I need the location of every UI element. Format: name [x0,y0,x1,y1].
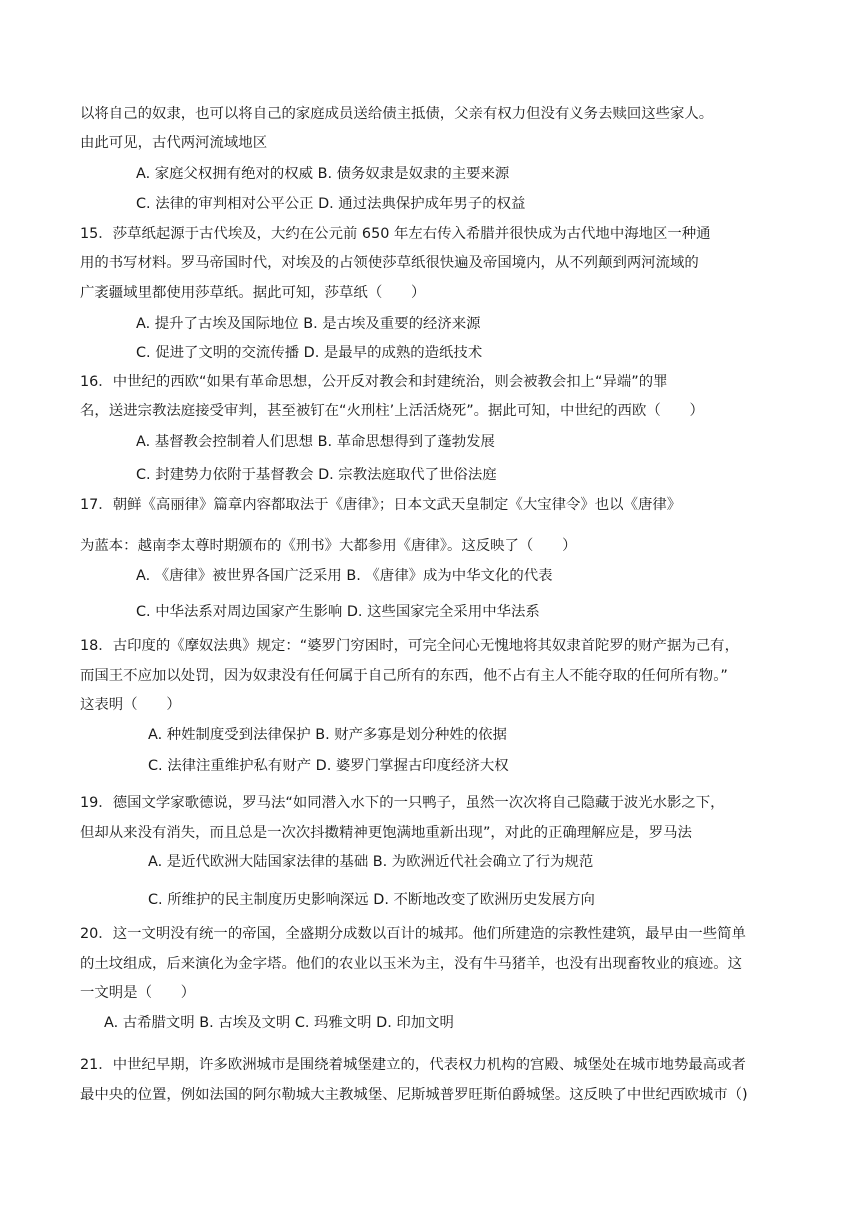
question-16-text: 16．中世纪的西欧“如果有革命思想，公开反对教会和封建统治，则会被教会扣上“异端”的罪 [80,374,668,390]
answer-option: C. 法律注重维护私有财产 D. 婆罗门掌握古印度经济大权 [148,758,509,774]
question-21-text: 21．中世纪早期，许多欧洲城市是围绕着城堡建立的，代表权力机构的宫殿、城堡处在城市地势最高或者 [80,1057,746,1073]
question-17-text: 为蓝本：越南李太尊时期颁布的《刑书》大都参用《唐律》。这反映了（ ） [80,538,577,554]
answer-option: C. 法律的审判相对公平公正 D. 通过法典保护成年男子的权益 [136,196,526,212]
answer-option: C. 封建势力依附于基督教会 D. 宗教法庭取代了世俗法庭 [136,467,497,483]
question-18-text: 而国王不应加以处罚，因为奴隶没有任何属于自己所有的东西，他不占有主人不能夺取的任何所有物。” [80,668,728,684]
question-15-text: 15．莎草纸起源于古代埃及，大约在公元前 650 年左右传入希腊并很快成为古代地中海地区一种通 [80,226,711,242]
answer-option: A. 基督教会控制着人们思想 B. 革命思想得到了蓬勃发展 [136,434,495,450]
answer-option: A. 种姓制度受到法律保护 B. 财产多寡是划分种姓的依据 [148,727,507,743]
answer-option: A. 提升了古埃及国际地位 B. 是古埃及重要的经济来源 [136,316,481,332]
answer-option: C. 所维护的民主制度历史影响深远 D. 不断地改变了欧洲历史发展方向 [148,892,595,908]
question-19-text: 19．德国文学家歌德说，罗马法“如同潜入水下的一只鸭子，虽然一次次将自己隐藏于波光水影之下， [80,795,725,811]
question-15-text: 广袤疆域里都使用莎草纸。据此可知，莎草纸（ ） [80,285,426,301]
intro-text-line: 以将自己的奴隶，也可以将自己的家庭成员送给债主抵债，父亲有权力但没有义务去赎回这些家人。 [80,106,714,122]
question-16-text: 名，送进宗教法庭接受审判，甚至被钉在“火刑柱’上活活烧死”。据此可知，中世纪的西欧（ ） [80,403,704,419]
question-21-text: 最中央的位置，例如法国的阿尔勒城大主教城堡、尼斯城普罗旺斯伯爵城堡。这反映了中世纪西欧城市（) [80,1087,748,1103]
answer-option: A. 古希腊文明 B. 古埃及文明 C. 玛雅文明 D. 印加文明 [104,1015,454,1031]
question-18-text: 18．古印度的《摩奴法典》规定：“婆罗门穷困时，可完全问心无愧地将其奴隶首陀罗的财产据为己有， [80,638,739,654]
intro-text-line: 由此可见，古代两河流域地区 [80,135,268,151]
question-19-text: 但却从来没有消失，而且总是一次次抖擞精神更饱满地重新出现”，对此的正确理解应是，罗马法 [80,825,692,841]
answer-option: A. 是近代欧洲大陆国家法律的基础 B. 为欧洲近代社会确立了行为规范 [148,854,594,870]
question-18-text: 这表明（ ） [80,697,181,713]
answer-option: A. 《唐律》被世界各国广泛采用 B. 《唐律》成为中华文化的代表 [136,568,553,584]
question-15-text: 用的书写材料。罗马帝国时代，对埃及的占领使莎草纸很快遍及帝国境内，从不列颠到两河流域的 [80,255,699,271]
question-20-text: 一文明是（ ） [80,985,196,1001]
answer-option: C. 中华法系对周边国家产生影响 D. 这些国家完全采用中华法系 [136,604,540,620]
question-20-text: 20．这一文明没有统一的帝国，全盛期分成数以百计的城邦。他们所建造的宗教性建筑，最早由一些简单 [80,926,746,942]
answer-option: A. 家庭父权拥有绝对的权威 B. 债务奴隶是奴隶的主要来源 [136,166,510,182]
question-17-text: 17．朝鲜《高丽律》篇章内容都取法于《唐律》；日本文武天皇制定《大宝律令》也以《唐律》 [80,497,682,513]
question-20-text: 的土坟组成，后来演化为金字塔。他们的农业以玉米为主，没有牛马猪羊，也没有出现畜牧业的痕迹。这 [80,956,742,972]
answer-option: C. 促进了文明的交流传播 D. 是最早的成熟的造纸技术 [136,345,483,361]
